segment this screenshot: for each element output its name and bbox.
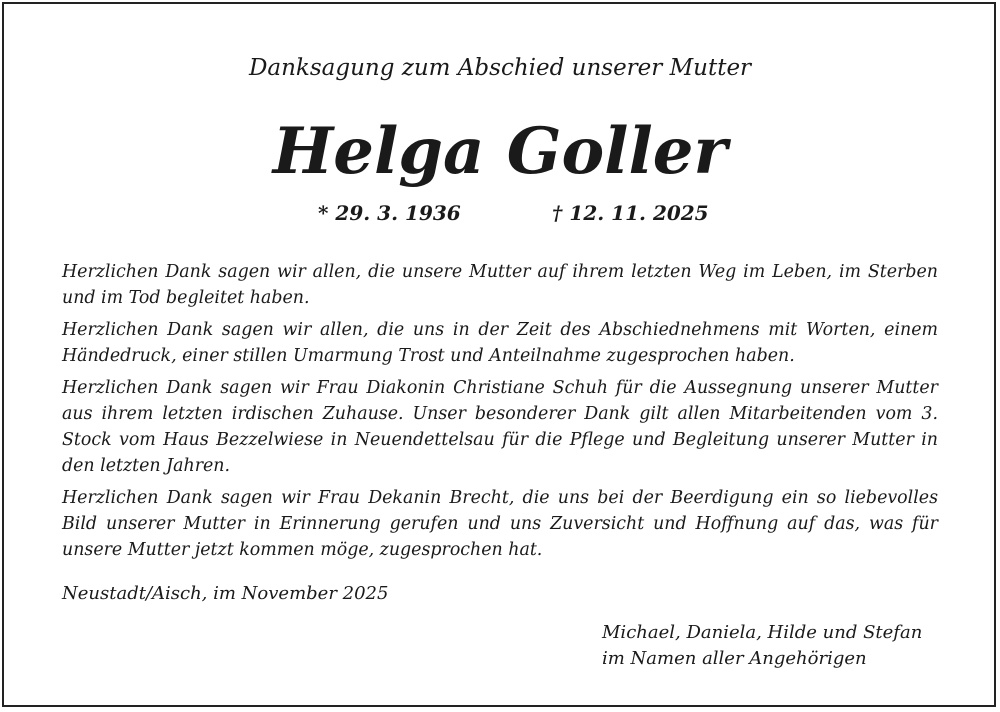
signature-note: im Namen aller Angehörigen [602,648,867,669]
death-date: † 12. 11. 2025 [552,201,709,225]
thanks-text [62,259,938,569]
thanks-paragraph-4: Herzlichen Dank sagen wir Frau Dekanin Brecht, die uns bei der Beerdigung ein so liebevolles Bild unserer Mutter in Erinnerung gerufen und uns Zuversicht und Hoffnung auf das, was für unsere Mutter jetzt kommen möge, zugesprochen hat. [62,488,938,560]
signature-names: Michael, Daniela, Hilde und Stefan [602,622,923,643]
deceased-name: Helga Goller [272,114,728,189]
signature-block [602,620,922,672]
notice-heading: Danksagung zum Abschied unserer Mutter [248,55,752,81]
thanks-paragraph-3: Herzlichen Dank sagen wir Frau Diakonin Christiane Schuh für die Aussegnung unserer Mutter aus ihrem letzten irdischen Zuhause. Unser besonderer Dank gilt allen Mitarbeitenden vom 3. Stock vom Haus Bezzelwiese in Neuendettelsau für die Pflege und Begleitung unserer Mutter in den letzten Jahren. [62,378,938,476]
place-and-date: Neustadt/Aisch, im November 2025 [62,583,389,604]
life-dates [0,199,1000,227]
thanks-paragraph-2: Herzlichen Dank sagen wir allen, die uns in der Zeit des Abschiednehmens mit Worten, einem Händedruck, einer stillen Umarmung Trost und Anteilnahme zugesprochen haben. [62,320,938,366]
birth-date: * 29. 3. 1936 [318,201,461,225]
thanks-paragraph-1: Herzlichen Dank sagen wir allen, die unsere Mutter auf ihrem letzten Weg im Leben, im Sterben und im Tod begleitet haben. [62,262,938,308]
